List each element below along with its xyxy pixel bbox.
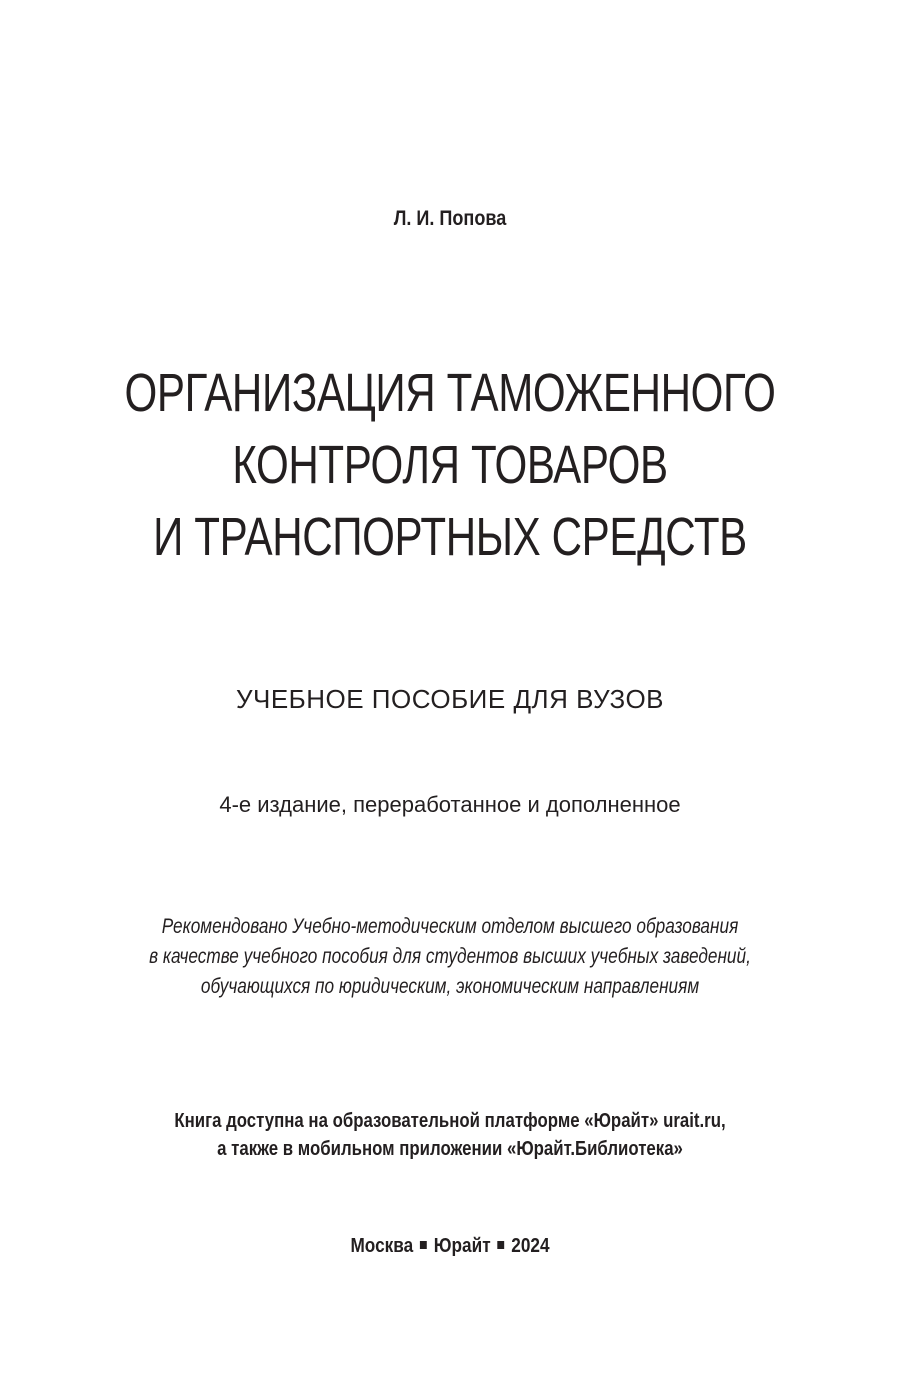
- availability-line: а также в мобильном приложении «Юрайт.Библиотека»: [217, 1138, 683, 1160]
- square-separator-icon: [498, 1241, 505, 1249]
- square-separator-icon: [420, 1241, 427, 1249]
- recommendation-line: в качестве учебного пособия для студентов высших учебных заведений,: [149, 945, 751, 968]
- imprint: [63, 1235, 837, 1258]
- availability-line: Книга доступна на образовательной платформе «Юрайт» urait.ru,: [174, 1110, 726, 1132]
- title-line: КОНТРОЛЯ ТОВАРОВ: [232, 435, 668, 495]
- recommendation-line: обучающихся по юридическим, экономическим направлениям: [200, 975, 700, 998]
- availability-block: [0, 1107, 900, 1163]
- imprint-year: 2024: [511, 1235, 550, 1257]
- title-line: ОРГАНИЗАЦИЯ ТАМОЖЕННОГО: [124, 363, 776, 423]
- recommendation-line: Рекомендовано Учебно-методическим отделом высшего образования: [161, 915, 739, 938]
- imprint-city: Москва: [350, 1235, 414, 1257]
- imprint-publisher: Юрайт: [433, 1235, 491, 1257]
- recommendation-block: [0, 912, 900, 1002]
- edition-note: 4-е издание, переработанное и дополненное: [219, 792, 681, 817]
- book-title: [0, 357, 900, 573]
- book-subtitle: УЧЕБНОЕ ПОСОБИЕ ДЛЯ ВУЗОВ: [235, 684, 665, 714]
- author-name: Л. И. Попова: [393, 207, 507, 230]
- title-line: И ТРАНСПОРТНЫХ СРЕДСТВ: [153, 507, 747, 567]
